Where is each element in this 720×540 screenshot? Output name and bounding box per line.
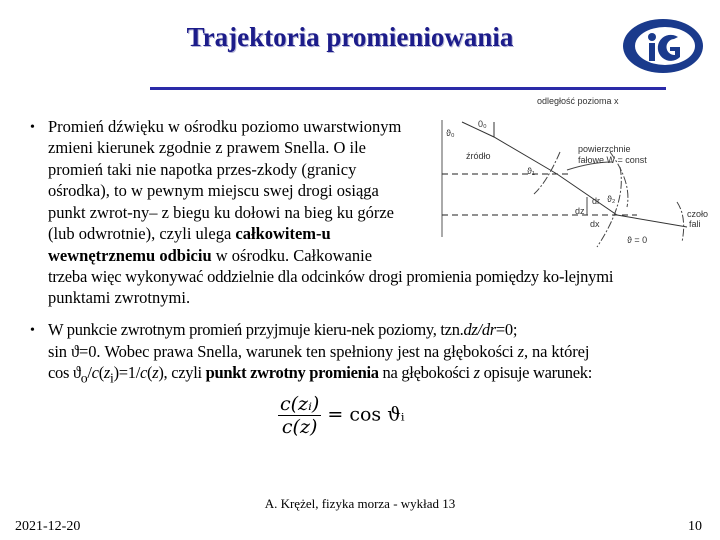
bullet1-line: wewnętrznemu odbiciu w ośrodku. Całkowanie bbox=[48, 246, 373, 265]
bullet2-line: $\cos ϑ_o/c(z_i)=1/c(z)$, czyli punkt zwrotny promienia na głębokości z opisuje warunek: bbox=[48, 363, 592, 386]
ray-diagram bbox=[432, 92, 720, 252]
svg-text:powierzchnie: powierzchnie bbox=[578, 144, 631, 154]
bullet-marker: • bbox=[30, 323, 35, 338]
svg-text:dr: dr bbox=[592, 196, 601, 206]
svg-text:czoło: czoło bbox=[687, 209, 709, 219]
svg-text:ϑ = 0: ϑ = 0 bbox=[627, 235, 648, 245]
page-number: 10 bbox=[688, 519, 702, 534]
bullet1-line: promień taki nie napotka przes-zkody (granicy bbox=[48, 160, 357, 179]
bullet1-line: ośrodka), to w pewnym miejscu swej drogi osiąga bbox=[48, 181, 379, 200]
svg-text:ϑ₂: ϑ₂ bbox=[607, 194, 616, 204]
svg-text:dx: dx bbox=[590, 219, 600, 229]
slide-date: 2021-12-20 bbox=[15, 519, 81, 534]
slide-title: Trajektoria promieniowania bbox=[186, 22, 514, 52]
bullet1-line: (lub odwrotnie), czyli ulega całkowitem-u bbox=[48, 224, 331, 243]
bullet1-line: Promień dźwięku w ośrodku poziomo uwarstwionym bbox=[48, 117, 402, 136]
bullet2-line: sin ϑ=0. Wobec prawa Snella, warunek ten spełniony jest na głębokości z, na której bbox=[48, 342, 590, 361]
svg-text:ϑ₁: ϑ₁ bbox=[527, 166, 535, 176]
svg-text:0₀: 0₀ bbox=[478, 119, 487, 129]
svg-text:fałowe W = const: fałowe W = const bbox=[578, 155, 647, 165]
svg-text:fali: fali bbox=[689, 219, 701, 229]
svg-text:źródło: źródło bbox=[466, 151, 491, 161]
svg-text:ϑ₀: ϑ₀ bbox=[446, 128, 455, 138]
svg-text:dz: dz bbox=[575, 206, 585, 216]
institute-logo bbox=[620, 15, 706, 77]
diagram-top-label: odległość pozioma x bbox=[537, 96, 619, 106]
bullet-marker: • bbox=[30, 120, 35, 135]
bullet1-line: punktami zwrotnymi. bbox=[48, 288, 191, 307]
bullet1-line: zmieni kierunek zgodnie z prawem Snella. O ile bbox=[48, 138, 366, 157]
title-underline bbox=[150, 87, 666, 90]
bullet2-line: W punkcie zwrotnym promień przyjmuje kieru-nek poziomy, tzn.dz/dr=0; bbox=[48, 320, 518, 339]
bullet1-line: punkt zwrot-ny– z biegu ku dołowi na bieg ku górze bbox=[48, 203, 394, 222]
bullet1-line: trzeba więc wykonywać oddzielnie dla odcinków drogi promienia pomiędzy ko-lejnymi bbox=[48, 267, 614, 286]
turning-point-formula: $\frac{\text{c(zᵢ)}}{c(z)}$ = cos ϑᵢ bbox=[280, 393, 405, 438]
footer-author: A. Krężel, fizyka morza - wykład 13 bbox=[264, 496, 456, 511]
